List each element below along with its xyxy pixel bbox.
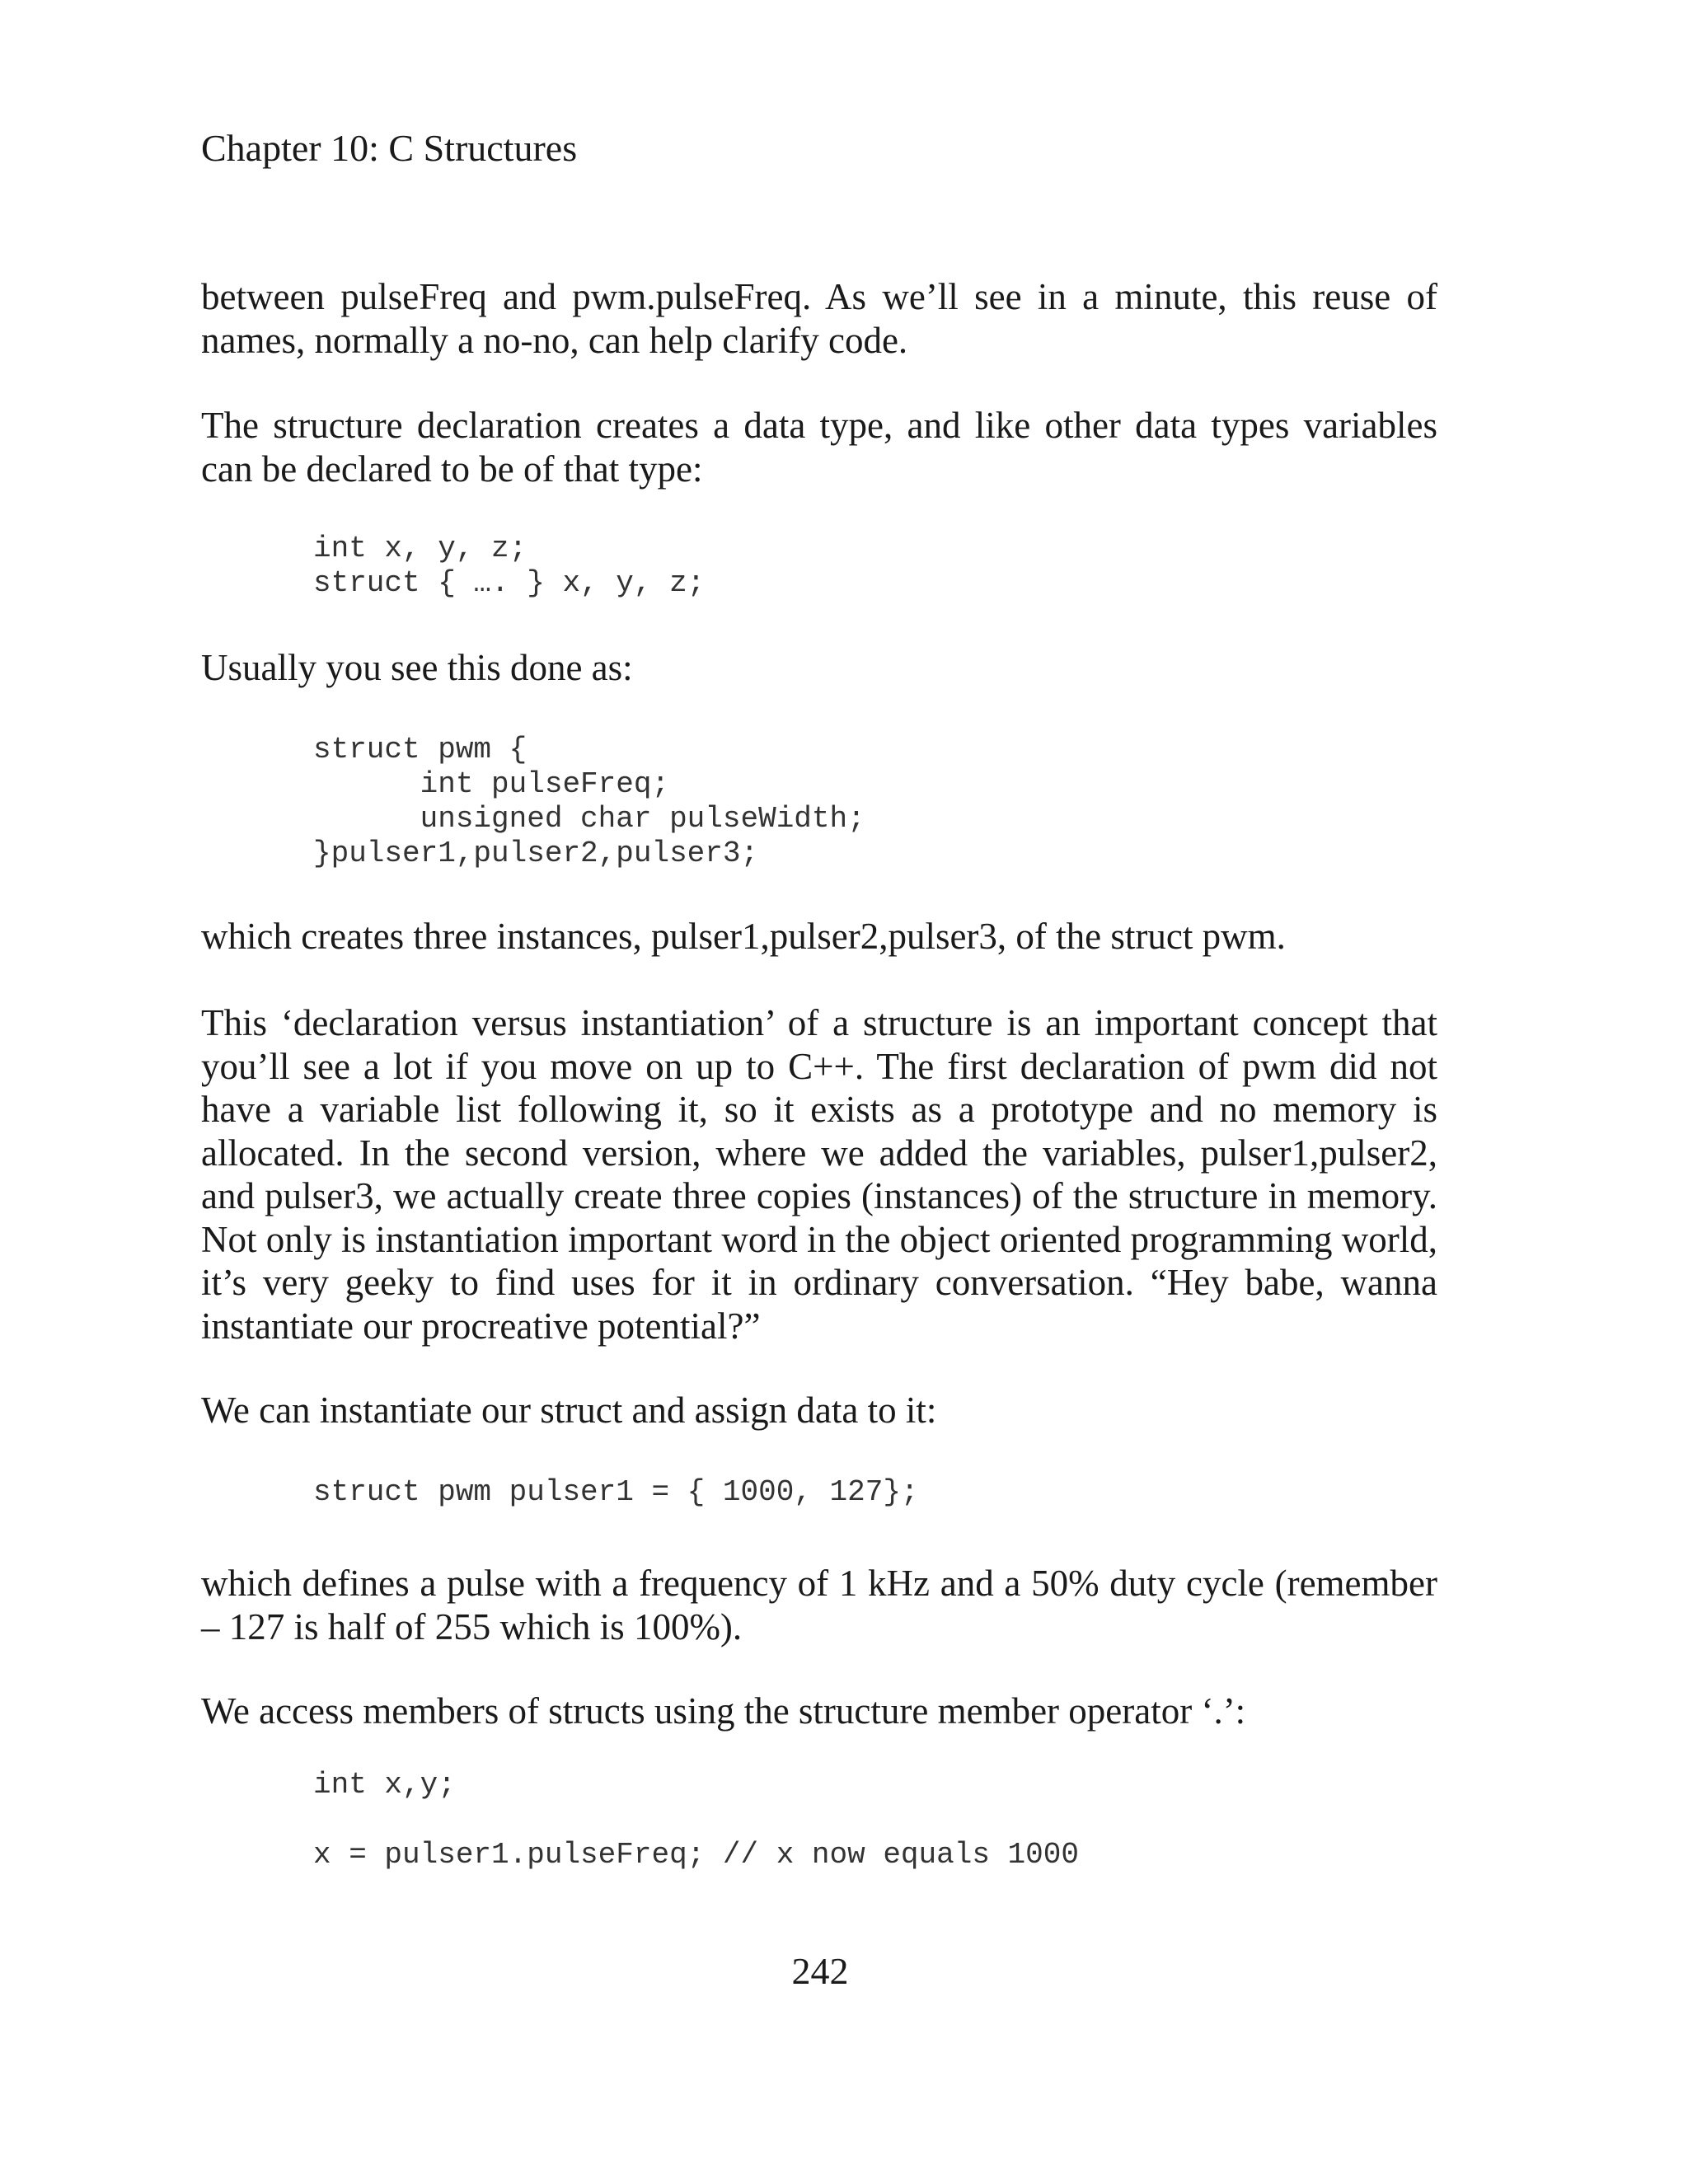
code-block-member-access: x = pulser1.pulseFreq; // x now equals 1000	[313, 1838, 1079, 1872]
paragraph-member-operator: We access members of structs using the structure member operator ‘.’:	[201, 1690, 1246, 1732]
paragraph-instantiate-assign: We can instantiate our struct and assign data to it:	[201, 1390, 937, 1431]
code-block-instantiate: struct pwm pulser1 = { 1000, 127};	[313, 1475, 919, 1509]
paragraph-three-instances: which creates three instances, pulser1,pulser2,pulser3, of the struct pwm.	[201, 916, 1286, 957]
paragraph-declaration-vs-instantiation: This ‘declaration versus instantiation’ of a structure is an important concept that you’ll see a lot if you move on up to C++. The first declaration of pwm did not have a variable list following it, so it exists as a prototype and no memory is allocated. In the second version, where we added the variables, pulser1,pulser2, and pulser3, we actually create three copies (instances) of the structure in memory. Not only is instantiation important word in the object oriented programming world, it’s very geeky to find uses for it in ordinary conversation. “Hey babe, wanna instantiate our procreative potential?”	[201, 1002, 1437, 1347]
paragraph-names-reuse: between pulseFreq and pwm.pulseFreq. As we’ll see in a minute, this reuse of names, normally a no-no, can help clarify code.	[201, 276, 1437, 361]
paragraph-pulse-definition: which defines a pulse with a frequency of 1 kHz and a 50% duty cycle (remember – 127 is half of 255 which is 100%).	[201, 1563, 1437, 1647]
code-block-int-xy: int x,y;	[313, 1768, 456, 1802]
code-block-struct-pwm: struct pwm { int pulseFreq; unsigned char pulseWidth; }pulser1,pulser2,pulser3;	[313, 733, 865, 870]
paragraph-usually: Usually you see this done as:	[201, 647, 633, 688]
page-number: 242	[791, 1950, 849, 1992]
code-block-declare-vars: int x, y, z; struct { …. } x, y, z;	[313, 532, 706, 600]
paragraph-structure-declaration: The structure declaration creates a data type, and like other data types variables can be declared to be of that type:	[201, 405, 1437, 490]
chapter-header: Chapter 10: C Structures	[201, 127, 578, 169]
